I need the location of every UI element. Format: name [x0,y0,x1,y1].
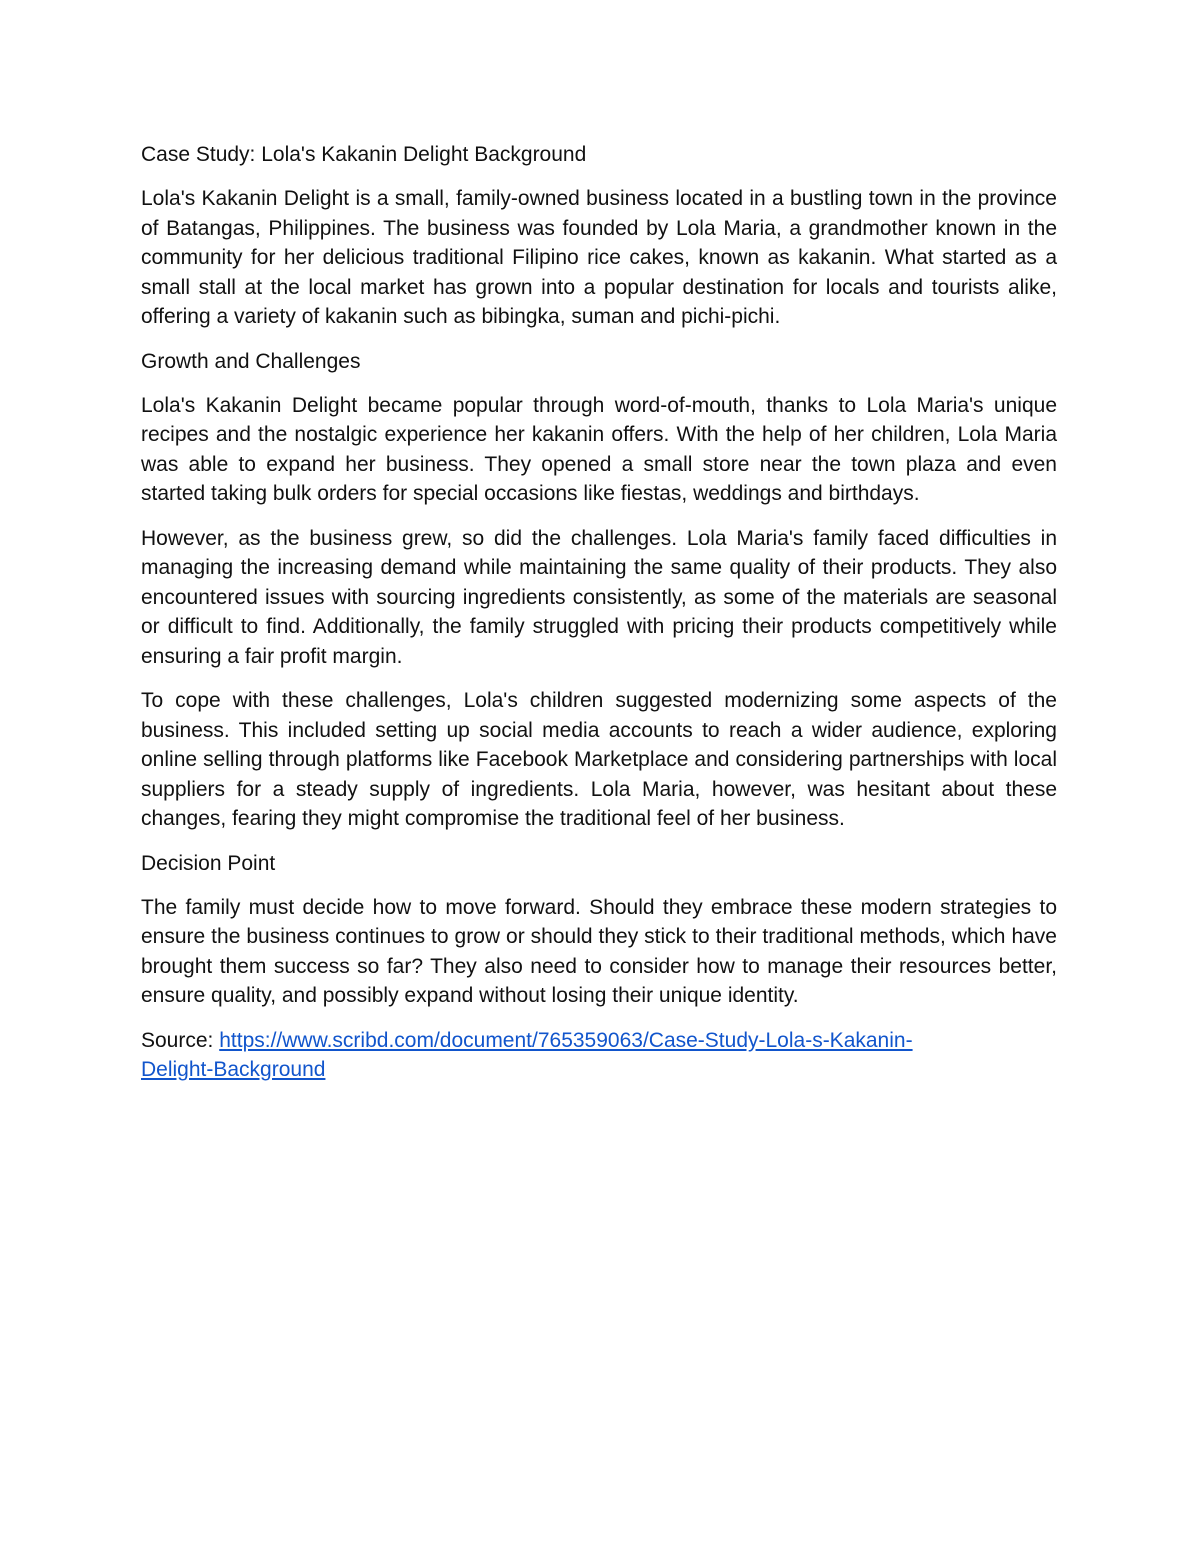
growth-paragraph-2: However, as the business grew, so did the challenges. Lola Maria's family faced difficulties in managing the increasing demand while maintaining the same quality of their products. They also encountered issues with sourcing ingredients consistently, as some of the materials are seasonal or difficult to find. Additionally, the family struggled with pricing their products competitively while ensuring a fair profit margin. [141,526,1057,668]
source-label: Source: [141,1028,220,1052]
source-line [141,1026,1057,1085]
source-link-text-line1: https://www.scribd.com/document/765359063/Case-Study-Lola-s-Kakanin- [219,1028,913,1052]
decision-paragraph: The family must decide how to move forward. Should they embrace these modern strategies to ensure the business continues to grow or should they stick to their traditional methods, which have brought them success so far? They also need to consider how to manage their resources better, ensure quality, and possibly expand without losing their unique identity. [141,895,1057,1007]
document-title: Case Study: Lola's Kakanin Delight Background [141,143,587,166]
source-link[interactable] [141,1029,913,1082]
document-page [141,140,1057,1085]
source-link-text-line2: Delight-Background [141,1058,326,1081]
section-heading-growth: Growth and Challenges [141,349,361,373]
intro-paragraph: Lola's Kakanin Delight is a small, family-owned business located in a bustling town in the province of Batangas, Philippines. The business was founded by Lola Maria, a grandmother known in the community for her delicious traditional Filipino rice cakes, known as kakanin. What started as a small stall at the local market has grown into a popular destination for locals and tourists alike, offering a variety of kakanin such as bibingka, suman and pichi-pichi. [141,187,1057,328]
growth-paragraph-1: Lola's Kakanin Delight became popular through word-of-mouth, thanks to Lola Maria's unique recipes and the nostalgic experience her kakanin offers. With the help of her children, Lola Maria was able to expand her business. They opened a small store near the town plaza and even started taking bulk orders for special occasions like fiestas, weddings and birthdays. [141,393,1057,505]
growth-paragraph-3: To cope with these challenges, Lola's children suggested modernizing some aspects of the business. This included setting up social media accounts to reach a wider audience, exploring online selling through platforms like Facebook Marketplace and considering partnerships with local suppliers for a steady supply of ingredients. Lola Maria, however, was hesitant about these changes, fearing they might compromise the traditional feel of her business. [141,689,1057,830]
section-heading-decision: Decision Point [141,851,276,875]
